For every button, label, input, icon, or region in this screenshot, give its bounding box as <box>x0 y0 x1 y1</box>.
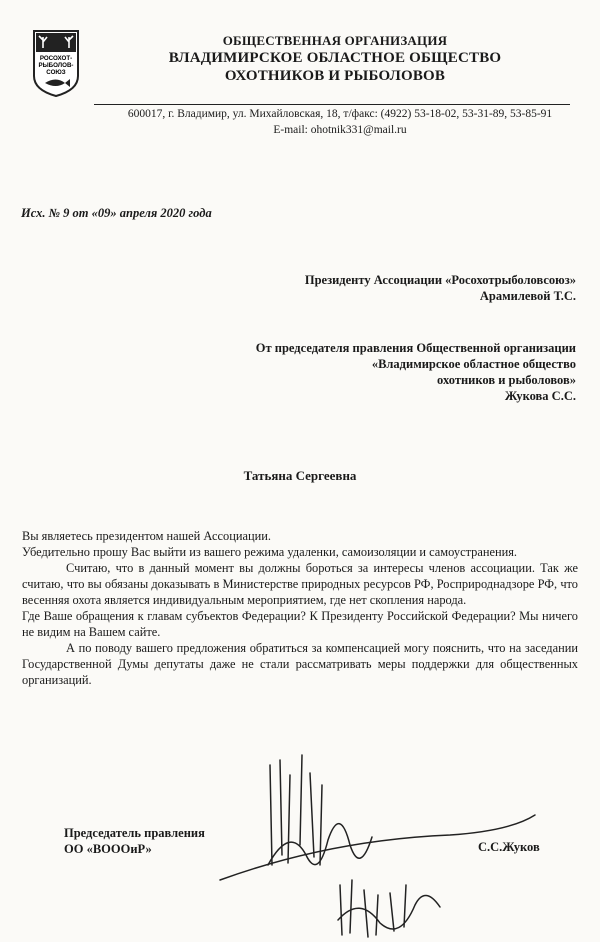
signatory-name: С.С.Жуков <box>478 840 540 854</box>
outgoing-reference: Исх. № 9 от «09» апреля 2020 года <box>21 206 212 220</box>
logo-text-line2: РЫБОЛОВ- <box>38 62 74 69</box>
sender-line4: Жукова С.С. <box>504 389 576 403</box>
org-address: 600017, г. Владимир, ул. Михайловская, 18, т/факс: (4922) 53-18-02, 53-31-89, 53-85-91 <box>127 108 553 120</box>
org-title-line1: ОБЩЕСТВЕННАЯ ОРГАНИЗАЦИЯ <box>222 33 448 48</box>
body-paragraph-3: Считаю, что в данный момент вы должны бороться за интересы членов ассоциации. Так же считаю, что вы обязаны доказывать в Министерстве природных ресурсов РФ, Росприроднадзоре РФ, что весенняя охота является индивидуальным мероприятием, где нет скопления народа. <box>22 561 578 607</box>
salutation: Татьяна Сергеевна <box>243 468 357 483</box>
org-title-line2: ВЛАДИМИРСКОЕ ОБЛАСТНОЕ ОБЩЕСТВО <box>168 50 502 66</box>
addressee-line1: Президенту Ассоциации «Росохотрыболовсоюз» <box>304 273 576 287</box>
addressee-line2: Арамилевой Т.С. <box>479 289 576 303</box>
body-paragraph-2: Убедительно прошу Вас выйти из вашего режима удаленки, самоизоляции и самоустранения. <box>22 545 518 559</box>
sender-line3: охотников и рыболовов» <box>437 373 576 387</box>
signatory-position-line1: Председатель правления <box>64 826 205 840</box>
body-paragraph-1: Вы являетесь президентом нашей Ассоциации. <box>22 529 271 543</box>
sender-line1: От председателя правления Общественной организации <box>255 341 576 355</box>
logo-text-line1: РОСОХОТ- <box>39 55 73 62</box>
signatory-position-line2: ОО «ВОООиР» <box>64 842 152 856</box>
letterhead-divider <box>94 104 570 105</box>
body-paragraph-4: Где Ваше обращения к главам субъектов Федерации? К Президенту Российской Федерации? Мы ничего не видим на Вашем сайте. <box>22 609 578 639</box>
org-email: E-mail: ohotnik331@mail.ru <box>273 124 407 136</box>
logo-text-line3: СОЮЗ <box>46 69 66 76</box>
organization-logo <box>31 28 81 98</box>
letter-body <box>22 528 578 688</box>
sender-line2: «Владимирское областное общество <box>371 357 576 371</box>
body-paragraph-5: А по поводу вашего предложения обратиться за компенсацией могу пояснить, что на заседании Государственной Думы депутаты даже не стали рассматривать меры поддержки для общественных организаций. <box>22 641 578 687</box>
org-title-line3: ОХОТНИКОВ И РЫБОЛОВОВ <box>224 68 446 84</box>
